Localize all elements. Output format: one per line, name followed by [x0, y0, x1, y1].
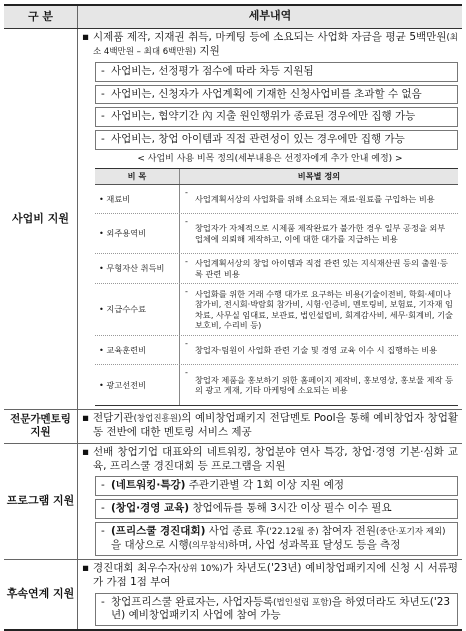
definition-header-row	[95, 169, 458, 185]
program-main-text: 선배 창업기업 대표와의 네트워킹, 창업분야 연사 특강, 창업·경영 기본·심화 교육, 프리스쿨 경진대회 등 프로그램을 지원	[93, 445, 458, 472]
budget-sub-text: 사업비는, 신청자가 사업계획에 기재한 신청사업비를 초과할 수 없음	[111, 87, 422, 100]
definition-desc: 창업자·팀원이 사업화 관련 기술 및 경영 교육 이수 시 집행하는 비용	[195, 344, 438, 355]
bullet-mark: ▪	[82, 412, 90, 425]
followup-sub-note: (법인설립 포함)	[273, 597, 332, 608]
program-sub-note: (중단·포기자 제외)	[375, 527, 446, 538]
definition-desc: 사업계획서상의 창업 아이템과 직접 관련 있는 지식재산권 등의 출원·등록 관련 비용	[195, 258, 448, 279]
program-support-row	[4, 444, 462, 560]
program-sub-item	[95, 499, 458, 519]
program-sub-text: 사업 종료 후	[205, 525, 267, 538]
info-table	[4, 4, 462, 631]
definition-item: • 무형자산 취득비	[95, 254, 180, 283]
program-sub-title: (창업·경영 교육)	[111, 502, 190, 515]
program-sub-text: 참여자 전원	[318, 525, 376, 538]
bullet-mark: ▪	[82, 445, 90, 458]
definition-desc: 사업계획서상의 사업화를 위해 소요되는 재료·원료를 구입하는 비용	[195, 193, 435, 204]
dash-mark: -	[101, 64, 105, 77]
mentoring-support-label: 전문가멘토링 지원	[4, 410, 78, 443]
followup-sub-item	[95, 593, 458, 627]
mentoring-text-rest: 의 예비창업패키지 전담멘토 Pool을 통해 예비창업자 창업활동 전반에 대한 멘토링 서비스 제공	[93, 412, 458, 438]
dash-mark: -	[101, 110, 105, 123]
dash-mark: -	[101, 87, 105, 100]
definition-item: • 재료비	[95, 185, 180, 213]
definition-row	[95, 365, 458, 405]
dash-mark: -	[101, 133, 105, 146]
program-sub-text: 을 대상으로 시행	[111, 539, 189, 552]
header-category: 구 분	[4, 6, 78, 28]
followup-text-rest: 가 차년도('23년) 예비창업패키지에 신청 시 서류평가 가점 1점 부여	[93, 561, 458, 588]
budget-support-label: 사업비 지원	[4, 29, 78, 409]
dash-mark: -	[185, 216, 188, 227]
program-sub-note: ('22.12월 중)	[266, 527, 319, 538]
dash-mark: -	[185, 187, 188, 198]
followup-support-label: 후속연계 지원	[4, 560, 78, 629]
dash-mark: -	[101, 595, 105, 608]
definition-row	[95, 284, 458, 336]
definition-row	[95, 336, 458, 365]
program-sub-text: 주관기관별 각 1회 이상 지원 예정	[185, 479, 345, 492]
dash-mark: -	[185, 286, 188, 297]
header-details: 세부내역	[248, 9, 292, 23]
program-sub-item	[95, 476, 458, 496]
followup-note: (상위 10%)	[177, 563, 223, 574]
bullet-mark: ▪	[82, 31, 90, 43]
budget-main-range: (최소 4백만원 – 최대 6백만원)	[93, 33, 458, 57]
definition-desc: 창업자 제품을 홍보하기 위한 홈페이지 제작비, 홍보영상, 홍보물 제작 등의 광고 게재, 기타 마케팅에 소요되는 비용	[195, 374, 453, 396]
mentoring-support-row	[4, 410, 462, 444]
dash-mark: -	[101, 525, 105, 538]
mentoring-support-details	[78, 410, 462, 443]
budget-main-text: 시제품 제작, 지재권 취득, 마케팅 등에 소요되는 사업화 자금을 평균 5백만원	[93, 31, 447, 43]
mentoring-agency: (창업진흥원)	[133, 414, 182, 425]
followup-support-row	[4, 560, 462, 629]
dash-mark: -	[101, 479, 105, 492]
budget-main-bullet	[82, 31, 458, 59]
program-sub-text: 하며, 사업 성과목표 달성도 등을 측정	[228, 539, 401, 552]
budget-sub-item	[95, 107, 458, 127]
program-support-details	[78, 444, 462, 559]
budget-sub-item	[95, 130, 458, 150]
dash-mark: -	[185, 338, 188, 349]
followup-sub-text-rest: 을 하였더라도 차년도('23년) 예비창업패키지 사업에 참여 가능	[111, 595, 451, 622]
program-sub-title: (네트워킹·특강)	[111, 479, 186, 492]
table-header	[4, 6, 462, 29]
followup-support-details	[78, 560, 462, 629]
mentoring-text: 전담기관	[93, 412, 134, 425]
definition-row	[95, 214, 458, 254]
program-sub-item	[95, 522, 458, 556]
budget-sub-text: 사업비는, 협약기간 內 지출 원인행위가 종료된 경우에만 집행 가능	[111, 110, 416, 123]
budget-main-suffix: 지원	[196, 44, 220, 57]
program-sub-note: (의무참석)	[188, 541, 229, 552]
budget-sub-text: 사업비는, 창업 아이템과 직접 관련성이 있는 경우에만 집행 가능	[111, 133, 405, 146]
definition-item: • 교육훈련비	[95, 336, 180, 364]
bullet-mark: ▪	[82, 561, 90, 574]
definition-header-desc: 비목별 정의	[297, 171, 341, 182]
program-support-label: 프로그램 지원	[4, 444, 78, 559]
budget-support-details	[78, 29, 462, 409]
definition-desc: 사업화를 위한 거래 수행 대가로 요구하는 비용(기술이전비, 학회·세미나 참가비, 전시회·박람회 참가비, 시험·인증비, 멘토링비, 보험료, 기자재 임차료, 사무실 임대료, 보관료, 법인설립비, 회계감사비, 세무·회계비, 기술보호비, 수리비 등)	[195, 288, 453, 331]
program-sub-title: (프리스쿨 경진대회)	[111, 525, 206, 538]
dash-mark: -	[185, 256, 188, 267]
definition-desc: 창업자가 자체적으로 시제품 제작완료가 불가한 경우 일부 공정을 외부업체에 의뢰해 제작하고, 이에 대한 대가를 지급하는 비용	[195, 223, 446, 244]
followup-text: 경진대회 최우수자	[93, 561, 178, 574]
expense-definition-table	[95, 168, 458, 406]
definition-row	[95, 254, 458, 284]
expense-definition-caption: < 사업비 사용 비목 정의(세부내용은 선정자에게 추가 안내 예정) >	[137, 154, 403, 165]
dash-mark: -	[185, 367, 188, 378]
dash-mark: -	[101, 502, 105, 515]
definition-item: • 외주용역비	[95, 214, 180, 253]
definition-row	[95, 185, 458, 214]
definition-item: • 지급수수료	[95, 284, 180, 335]
budget-sub-item	[95, 62, 458, 82]
budget-sub-text: 사업비는, 선정평가 점수에 따라 차등 지원됨	[111, 64, 314, 77]
definition-header-item: 비 목	[95, 169, 180, 184]
definition-item: • 광고선전비	[95, 365, 180, 405]
budget-sub-item	[95, 85, 458, 105]
program-sub-text: 창업에듀를 통해 3시간 이상 필수 이수 필요	[189, 502, 392, 515]
budget-support-row	[4, 29, 462, 410]
followup-sub-text: 창업프리스쿨 완료자는, 사업자등록	[111, 595, 274, 608]
